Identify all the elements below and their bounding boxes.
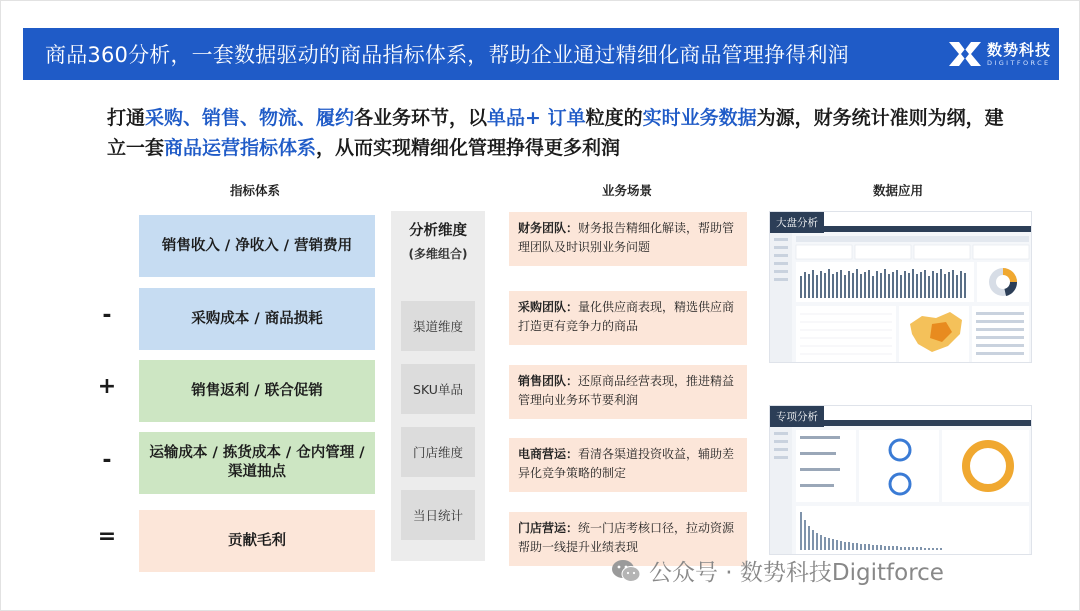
dimension-item: 渠道维度 — [401, 301, 475, 351]
dashboard-thumbnail-icon — [770, 212, 1032, 363]
column-header-scenes: 业务场景 — [602, 183, 653, 198]
dimension-panel — [391, 211, 485, 561]
scene-purchase: 采购团队：量化供应商表现，精选供应商打造更有竞争力的商品 — [509, 291, 747, 345]
operator-plus: + — [97, 374, 117, 399]
dimension-subtitle: (多维组合) — [408, 247, 468, 261]
brand-name: 数势科技 — [987, 41, 1052, 59]
operator-minus: - — [102, 303, 112, 328]
scene-sales: 销售团队：还原商品经营表现，推进精益管理向业务环节要利润 — [509, 365, 747, 419]
dimension-title: 分析维度 — [409, 223, 467, 239]
wechat-icon — [611, 558, 641, 584]
dimension-item: 当日统计 — [401, 490, 475, 540]
app-label: 大盘分析 — [770, 212, 824, 233]
watermark-text: 公众号 · 数势科技Digitforce — [649, 560, 944, 586]
scene-finance: 财务团队：财务报告精细化解读，帮助管理团队及时识别业务问题 — [509, 212, 747, 266]
intro-paragraph: 打通采购、销售、物流、履约各业务环节，以单品+ 订单粒度的实时业务数据为源，财务统计准则为纲，建立一套商品运营指标体系，从而实现精细化管理挣得更多利润 — [107, 107, 1004, 159]
column-header-apps: 数据应用 — [873, 183, 924, 198]
title-bar — [23, 28, 1059, 80]
metric-purchase-cost: 采购成本 / 商品损耗 — [139, 288, 375, 350]
operator-minus: - — [102, 448, 112, 473]
app-label: 专项分析 — [770, 406, 824, 427]
special-analysis-thumbnail-icon — [770, 406, 1032, 555]
app-screenshot-special — [769, 405, 1032, 555]
app-screenshot-overview — [769, 211, 1032, 363]
operator-equals: = — [97, 524, 117, 549]
scene-store: 门店营运：统一门店考核口径，拉动资源帮助一线提升业绩表现 — [509, 512, 747, 566]
dimension-item: SKU单品 — [401, 364, 475, 414]
brand-subname: DIGITFORCE — [987, 59, 1051, 67]
brand-logo-icon — [947, 40, 983, 68]
page-title: 商品360分析，一套数据驱动的商品指标体系，帮助企业通过精细化商品管理挣得利润 — [45, 43, 849, 67]
scene-ecommerce: 电商营运：看清各渠道投资收益，辅助差异化竞争策略的制定 — [509, 438, 747, 492]
column-header-metrics: 指标体系 — [230, 183, 281, 198]
dimension-item: 门店维度 — [401, 427, 475, 477]
metric-logistics-cost: 运输成本 / 拣货成本 / 仓内管理 / 渠道抽点 — [139, 432, 375, 494]
metric-rebate: 销售返利 / 联合促销 — [139, 360, 375, 422]
metric-contribution-margin: 贡献毛利 — [139, 510, 375, 572]
metric-revenue: 销售收入 / 净收入 / 营销费用 — [139, 215, 375, 277]
watermark — [611, 554, 944, 587]
